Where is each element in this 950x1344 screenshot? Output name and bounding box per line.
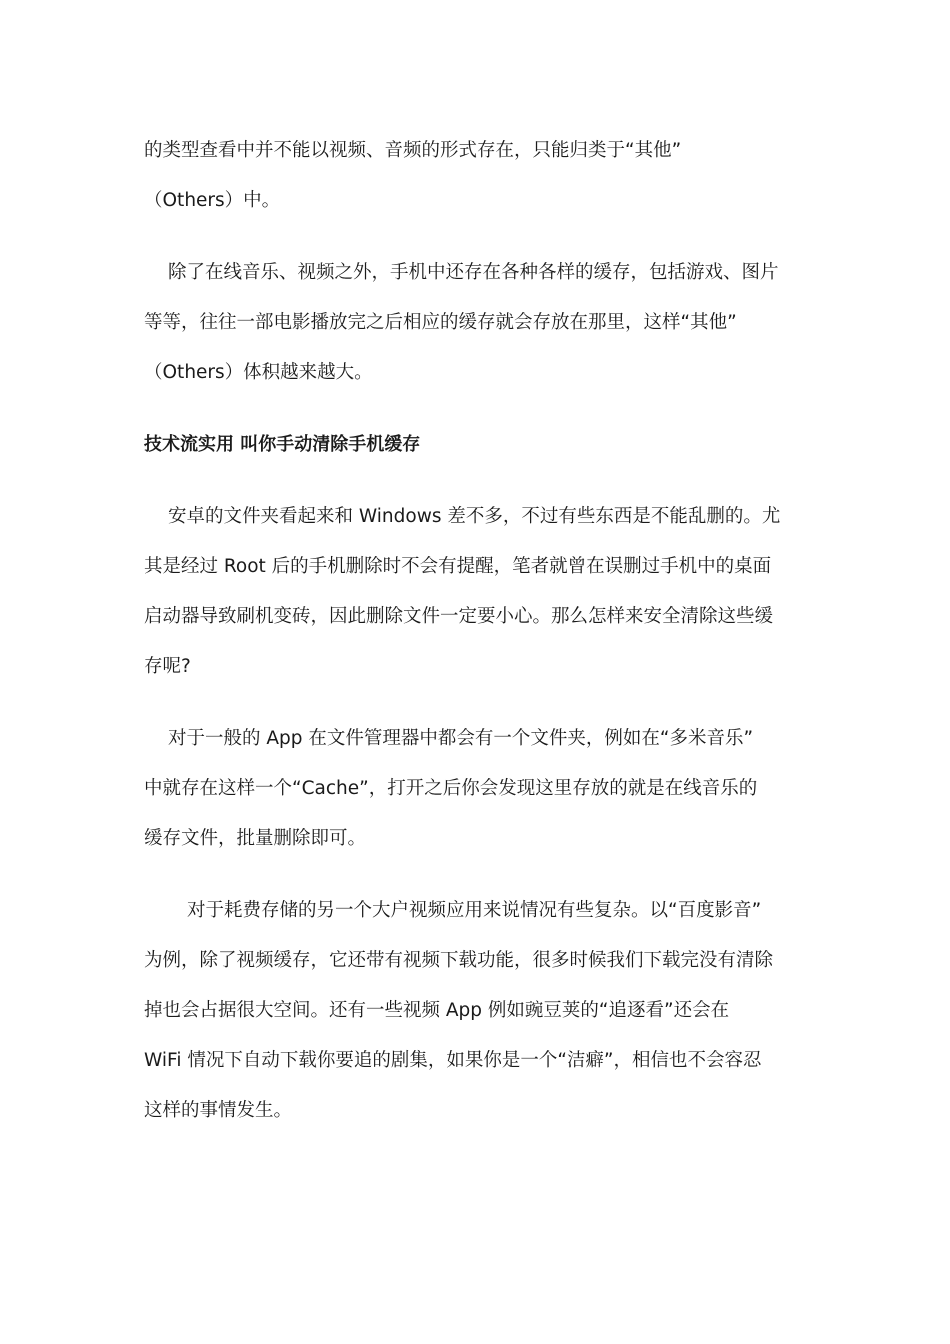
text-line: 为例，除了视频缓存，它还带有视频下载功能，很多时候我们下载完没有清除 [144,950,774,971]
text-line: 其是经过 Root 后的手机删除时不会有提醒，笔者就曾在误删过手机中的桌面 [144,556,772,577]
text-line: 这样的事情发生。 [144,1100,293,1121]
paragraph-4 [144,714,808,864]
text-line: WiFi 情况下自动下载你要追的剧集，如果你是一个“洁癖”，相信也不会容忍 [144,1050,762,1071]
text-line: 存呢? [144,656,191,677]
text-line: 的类型查看中并不能以视频、音频的形式存在，只能归类于“其他” [144,140,682,161]
paragraph-5 [144,886,808,1136]
text-line: 中就存在这样一个“Cache”，打开之后你会发现这里存放的就是在线音乐的 [144,778,758,799]
text-line: 对于一般的 App 在文件管理器中都会有一个文件夹，例如在“多米音乐” [168,728,754,749]
paragraph-1 [144,126,808,226]
text-line: 启动器导致刷机变砖，因此删除文件一定要小心。那么怎样来安全清除这些缓 [144,606,774,627]
section-heading: 技术流实用 叫你手动清除手机缓存 [144,434,421,455]
text-line: （Others）中。 [144,190,281,211]
text-line: （Others）体积越来越大。 [144,362,373,383]
document-page [144,126,808,1136]
text-line: 掉也会占据很大空间。还有一些视频 App 例如豌豆荚的“追逐看”还会在 [144,1000,730,1021]
text-line: 除了在线音乐、视频之外，手机中还存在各种各样的缓存，包括游戏、图片 [168,262,779,283]
text-line: 等等，往往一部电影播放完之后相应的缓存就会存放在那里，这样“其他” [144,312,737,333]
text-line: 缓存文件，批量删除即可。 [144,828,367,849]
paragraph-3 [144,492,808,692]
text-line: 安卓的文件夹看起来和 Windows 差不多，不过有些东西是不能乱删的。尤 [168,506,781,527]
text-line: 对于耗费存储的另一个大户视频应用来说情况有些复杂。以“百度影音” [187,900,762,921]
paragraph-2 [144,248,808,398]
